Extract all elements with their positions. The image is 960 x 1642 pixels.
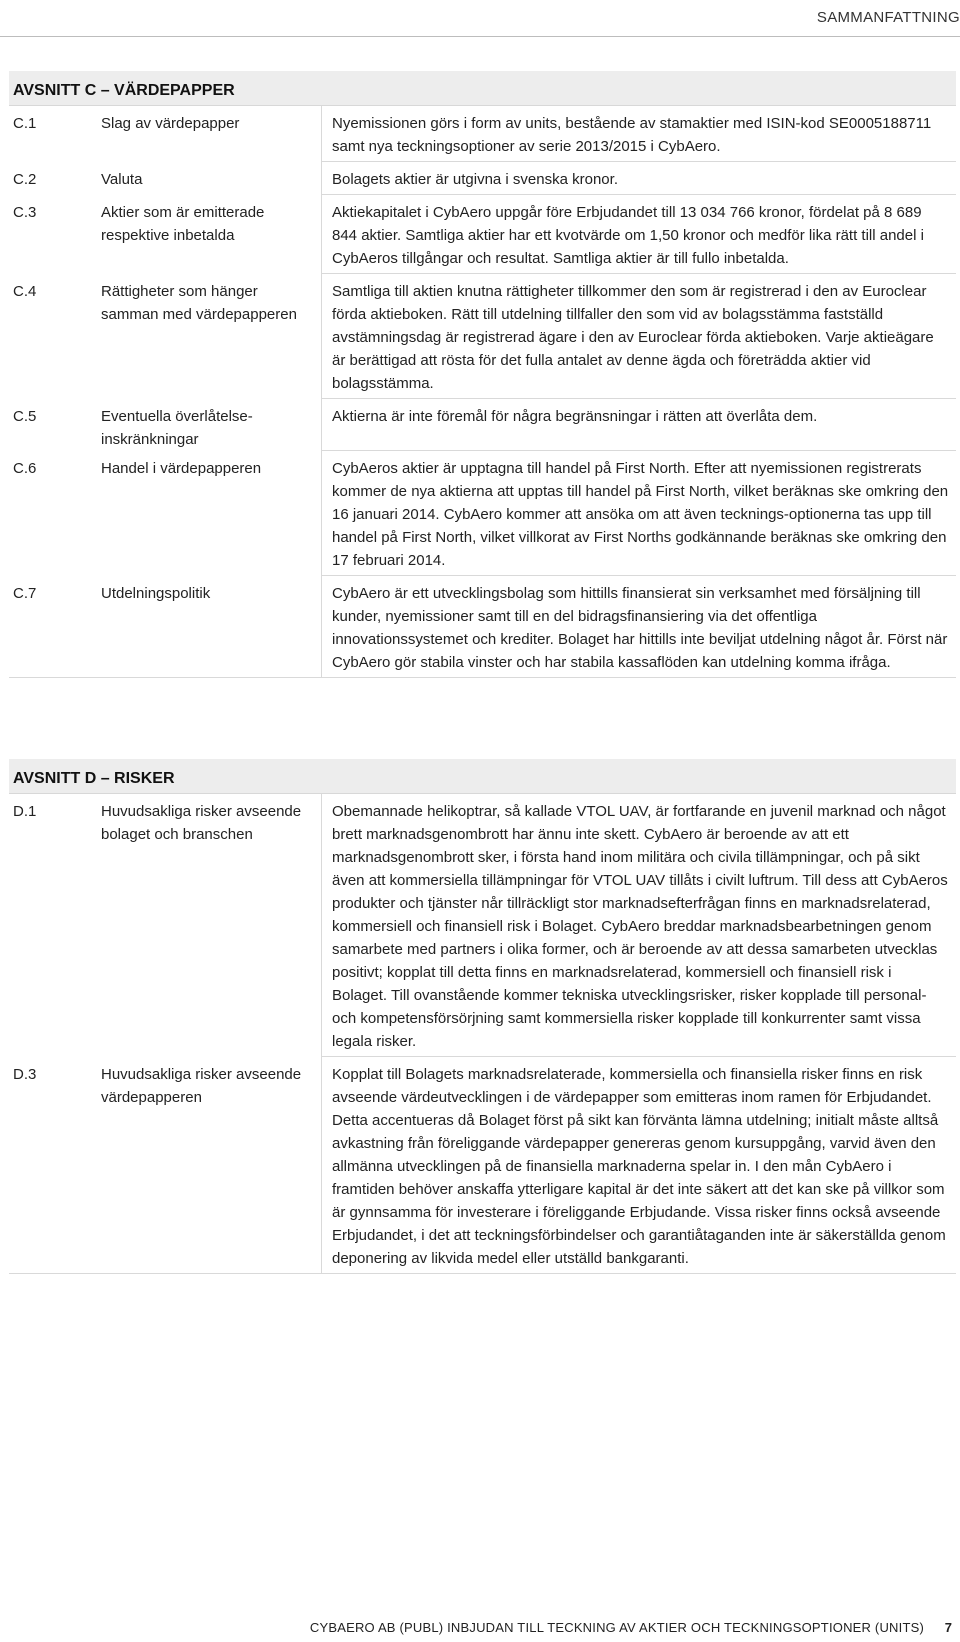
table-row	[9, 162, 956, 195]
row-content: Bolagets aktier är utgivna i svenska kronor.	[322, 162, 957, 195]
row-id: C.3	[13, 203, 37, 221]
row-id: C.6	[13, 459, 37, 477]
row-content: Obemannade helikoptrar, så kallade VTOL UAV, är fortfarande en juvenil marknad och något brett marknadsgenombrott har ännu inte skett. CybAero är beroende av att ett marknadsgenombrott sker, i första hand inom militära och civila tillämpningar, och på sikt även att kommersiella tillämpningar för VTOL UAV tillåts i civilt luftrum. Till dess att CybAeros produkter och tjänster når tillräckligt stor marknadsefterfrågan finns en marknadsrelaterad, kommersiell och finansiell risk i Bolaget. CybAero breddar marknadsbearbetningen genom samarbete med partners i olika former, och är beroende av att dessa samarbeten utvecklas positivt; kopplat till detta finns en marknadsrelaterad, kommersiell och finansiell risk i Bolaget. Till ovanstående kommer tekniska utvecklingsrisker, risker kopplade till personal- och kompetensförsörjning samt kommersiella risker kopplade till konkurrenter samt vissa legala risker.	[322, 794, 957, 1057]
section-c-table	[9, 106, 956, 678]
row-content: Aktiekapitalet i CybAero uppgår före Erbjudandet till 13 034 766 kronor, fördelat på 8 689 844 aktier. Samtliga aktier har ett kvotvärde om 1,50 kronor och medför lika rätt till andel i CybAeros tillgångar och resultat. Samtliga aktier är till fullo inbetalda.	[322, 195, 957, 274]
row-content: Nyemissionen görs i form av units, bestående av stamaktier med ISIN-kod SE0005188711 samt nya teckningsoptioner av serie 2013/2015 i CybAero.	[322, 106, 957, 162]
section-d-table	[9, 794, 956, 1274]
footer-text: CYBAERO AB (PUBL) INBJUDAN TILL TECKNING AV AKTIER OCH TECKNINGSOPTIONER (UNITS)	[309, 1620, 924, 1635]
row-label: Handel i värdepapperen	[101, 459, 262, 477]
row-label: Rättigheter som hänger samman med värdepapperen	[101, 282, 297, 323]
row-id: C.1	[13, 115, 37, 132]
table-row	[9, 576, 956, 678]
row-id: D.1	[13, 803, 37, 820]
row-label: Valuta	[101, 170, 143, 188]
row-id: C.5	[13, 407, 37, 425]
row-id: C.2	[13, 170, 37, 188]
table-row	[9, 399, 956, 451]
table-row	[9, 451, 956, 576]
row-label: Eventuella överlåtelseinskränkningar	[101, 407, 253, 448]
row-label: Slag av värdepapper	[101, 115, 240, 132]
table-row	[9, 106, 956, 162]
row-content: Aktierna är inte föremål för några begränsningar i rätten att överlåta dem.	[322, 399, 957, 451]
row-content: CybAeros aktier är upptagna till handel på First North. Efter att nyemissionen registrerats kommer de nya aktierna att upptas till handel på First North, vilket beräknas ske omkring den 16 januari 2014. CybAero kommer att ansöka om att även tecknings-optionerna tas upp till handel på First North, vilket villkorat av First Norths godkännande beräknas ske omkring den 17 februari 2014.	[322, 451, 957, 576]
header-title: SAMMANFATTNING	[816, 9, 960, 26]
page-header	[0, 0, 960, 37]
header-divider	[0, 36, 960, 37]
row-content: Kopplat till Bolagets marknadsrelaterade, kommersiella och finansiella risker finns en risk avseende värdeutvecklingen i de värdepapper som emitteras inom ramen för Erbjudandet. Detta accentueras då Bolaget först på sikt kan förvänta lämna utdelning; initialt måste alltså avkastning från föreliggande värdepapper genereras genom kursuppgång, varvid även den allmänna utvecklingen på de finansiella marknaderna spelar in. I den mån CybAero i framtiden behöver anskaffa ytterligare kapital är det inte säkert att det kan ske på villkor som är gynnsamma för investerare i föreliggande Erbjudande. Vissa risker finns också avseende Erbjudandet, i det att teckningsförbindelser och garantiåtaganden inte är säkerställda genom deponering av likvida medel eller utställd bankgaranti.	[322, 1057, 957, 1274]
row-id: C.7	[9, 576, 101, 678]
section-c-title: AVSNITT C – VÄRDEPAPPER	[9, 71, 956, 106]
page-footer	[0, 1618, 960, 1642]
row-label: Huvudsakliga risker avseende värdepapperen	[101, 1065, 302, 1106]
table-row	[9, 794, 956, 1057]
section-d	[9, 759, 956, 1274]
table-row	[9, 195, 956, 274]
row-label: Huvudsakliga risker avseende bolaget och branschen	[101, 803, 302, 843]
row-content: Samtliga till aktien knutna rättigheter tillkommer den som är registrerad i den av Euroclear förda aktieboken. Rätt till utdelning tillfaller den som vid av bolagsstämma fastställd avstämningsdag är registrerad ägare i den av Euroclear förda aktieboken. Varje aktieägare är berättigad att rösta för det fulla antalet av denne ägda och företrädda aktier vid bolagsstämma.	[322, 274, 957, 399]
row-id: C.4	[13, 282, 37, 300]
section-c	[9, 71, 956, 678]
row-label: Utdelningspolitik	[101, 584, 211, 602]
row-id: D.3	[9, 1057, 101, 1274]
page-number: 7	[944, 1620, 952, 1635]
table-row	[9, 1057, 956, 1274]
table-row	[9, 274, 956, 399]
row-content: CybAero är ett utvecklingsbolag som hittills finansierat sin verksamhet med försäljning till kunder, nyemissioner samt till en del bidragsfinansiering via det offentliga innovationssystemet och krediter. Bolaget har hittills inte beviljat utdelning något år. Först när CybAero gör stabila vinster och har stabila kassaflöden kan utdelning komma ifråga.	[322, 576, 957, 678]
row-label: Aktier som är emitterade respektive inbetalda	[101, 203, 265, 244]
section-d-title: AVSNITT D – RISKER	[9, 759, 956, 794]
